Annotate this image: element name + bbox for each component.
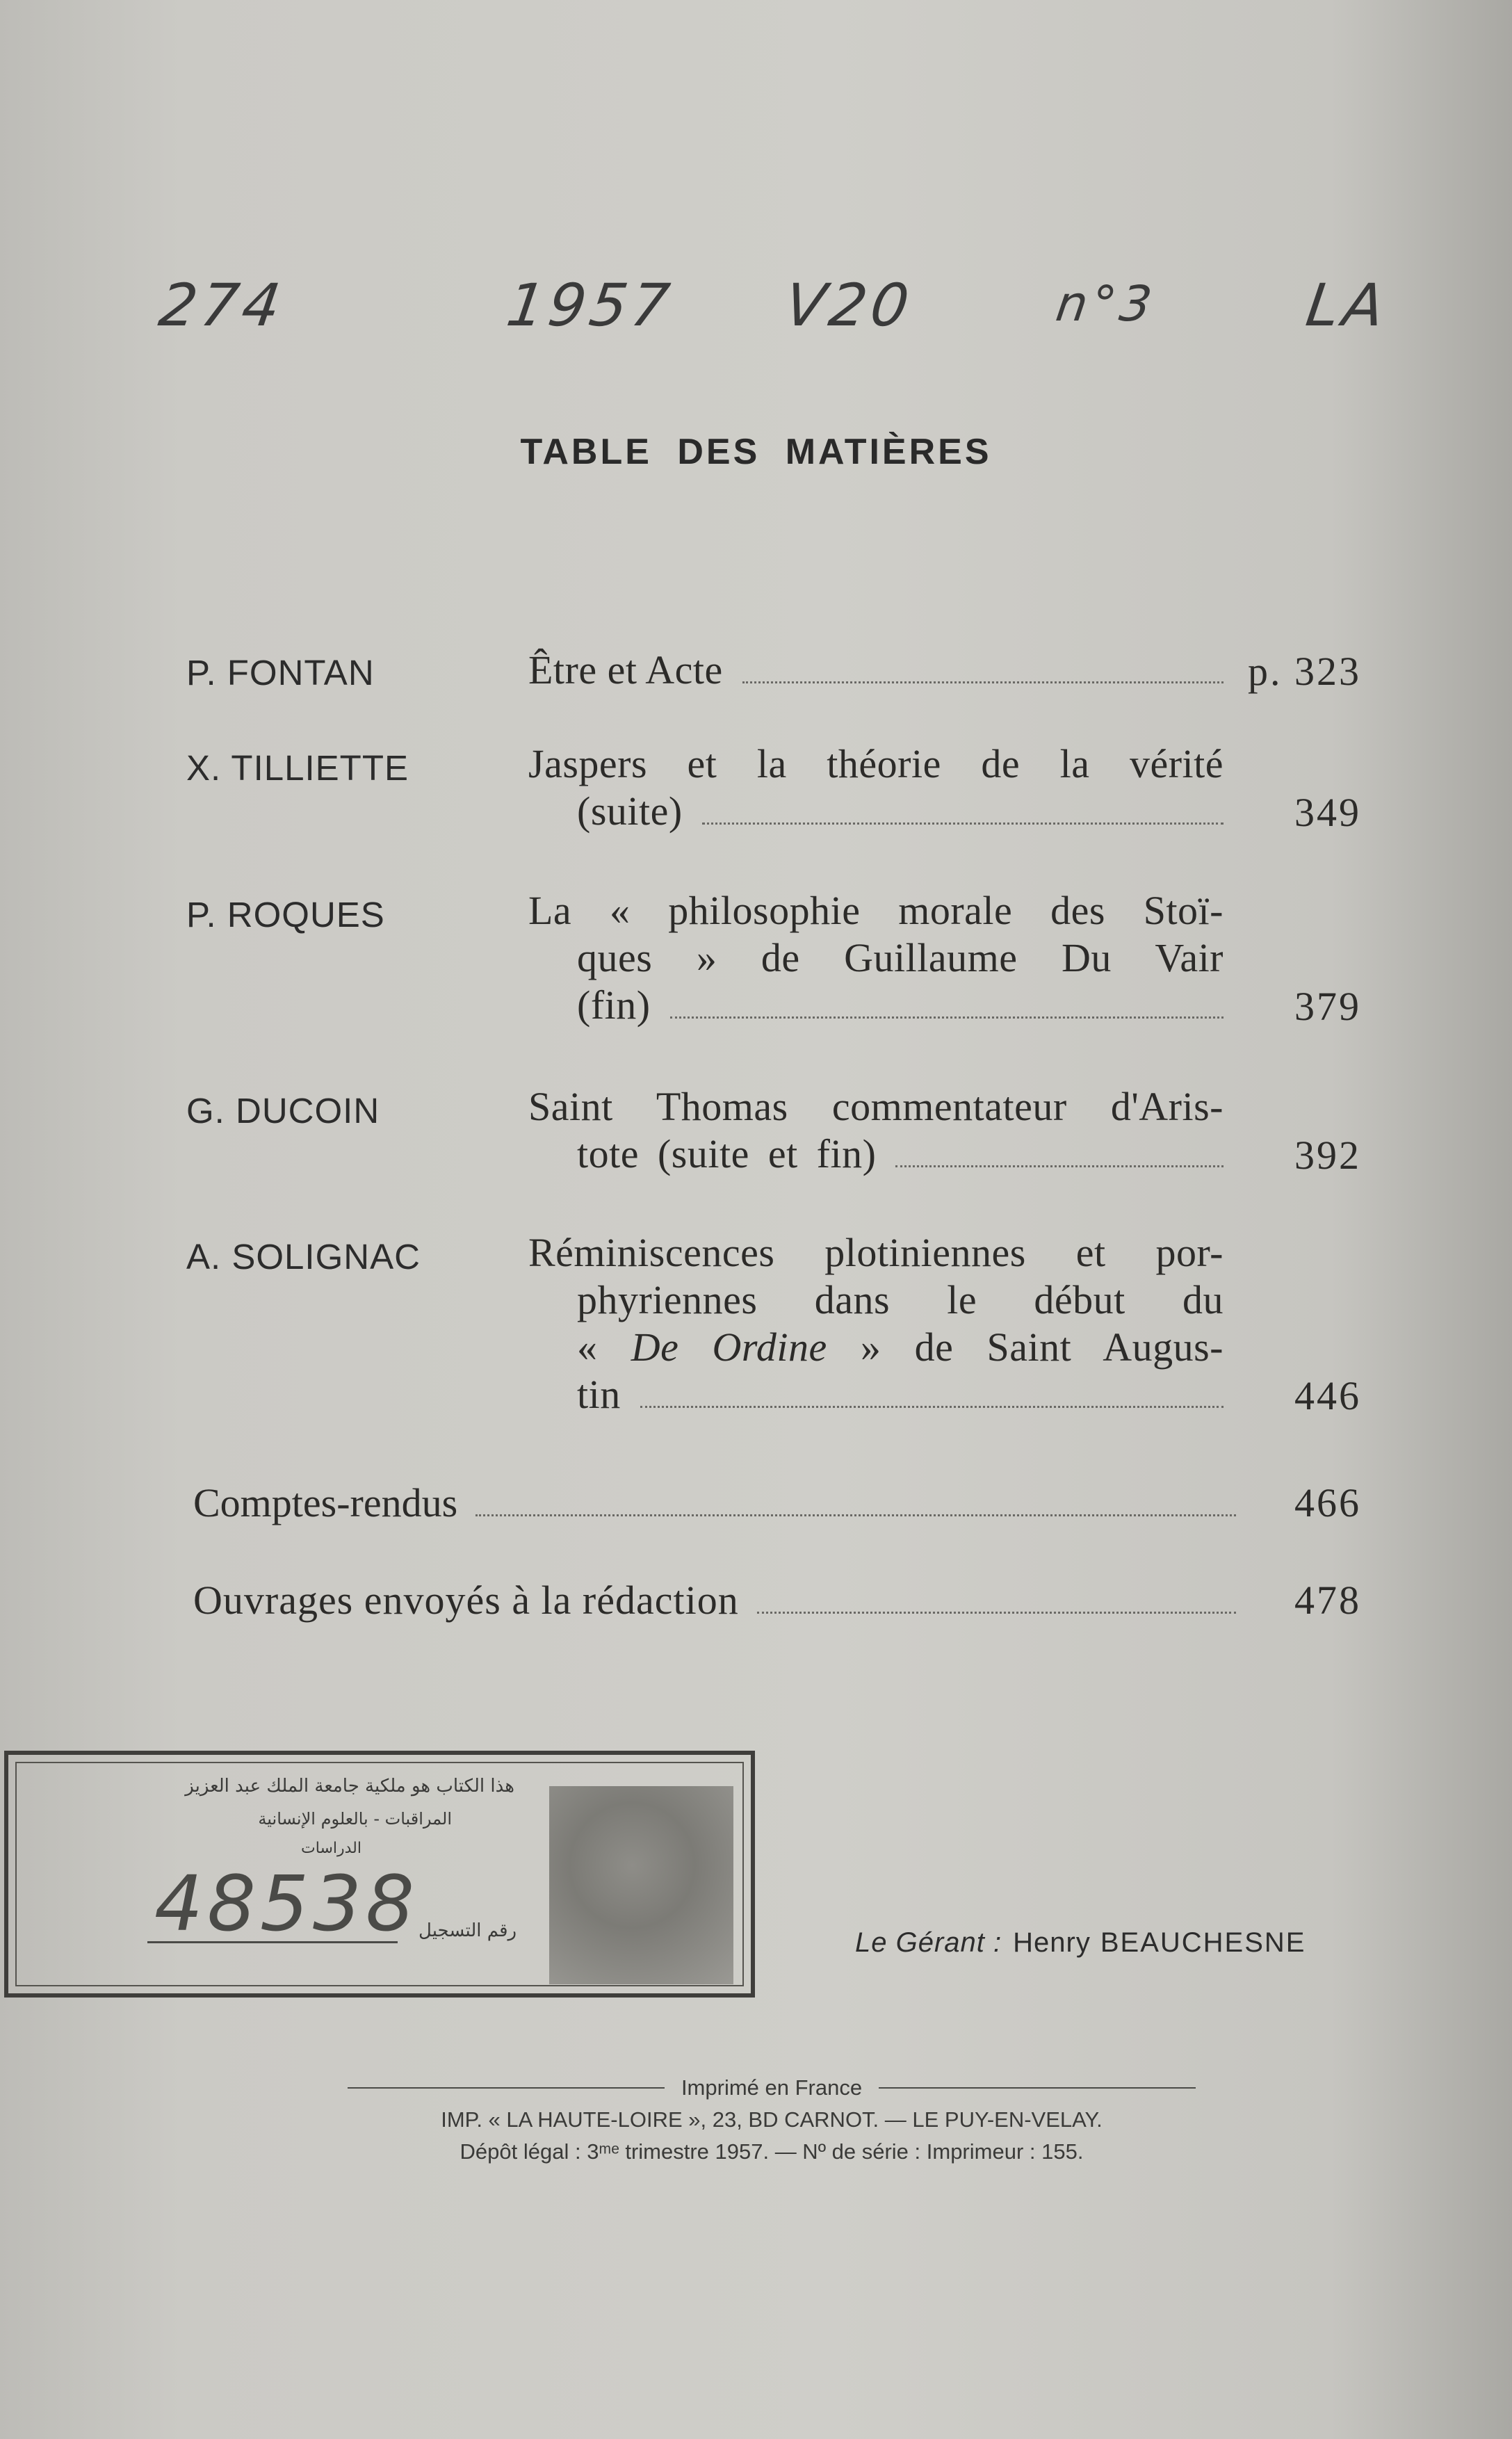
- toc-line: Jaspers et la théorie de la vérité: [528, 741, 1224, 786]
- gerant-first-name: Henry: [1013, 1927, 1091, 1958]
- stamp-text: الدراسات: [301, 1840, 361, 1857]
- imprint-line: Dépôt légal : 3ᵐᵉ trimestre 1957. — Nº de série : Imprimeur : 155.: [460, 2139, 1084, 2164]
- toc-entry: [186, 887, 1361, 1033]
- toc-page-number: 349: [1294, 790, 1361, 835]
- toc-entry: [186, 647, 1361, 702]
- toc-line: (suite): [577, 788, 683, 834]
- toc-article-title: [528, 740, 1224, 835]
- toc-author: A. SOLIGNAC: [186, 1237, 421, 1277]
- page-title: TABLE DES MATIÈRES: [520, 432, 992, 472]
- gerant-label: Le Gérant :: [855, 1927, 1002, 1958]
- dot-leader: [475, 1514, 1236, 1516]
- toc-line: tin: [577, 1372, 621, 1417]
- handwritten-volume: V20: [781, 271, 918, 339]
- toc-other-label: Comptes-rendus: [193, 1480, 458, 1525]
- toc-article-title: [528, 647, 1224, 694]
- library-stamp: [4, 1751, 755, 1998]
- stamp-text: هذا الكتاب هو ملكية جامعة الملك عبد العزيز: [185, 1776, 514, 1797]
- divider: [348, 2087, 665, 2089]
- divider: [879, 2087, 1196, 2089]
- toc-other-label: Ouvrages envoyés à la rédaction: [193, 1578, 739, 1623]
- toc-line: Être et Acte: [528, 647, 723, 692]
- toc-page-number: 392: [1294, 1133, 1361, 1178]
- toc-line: La « philosophie morale des Stoï-: [528, 888, 1224, 933]
- toc-line: ques » de Guillaume Du Vair: [577, 935, 1224, 980]
- dot-leader: [640, 1406, 1224, 1408]
- handwritten-mark: LA: [1302, 271, 1393, 339]
- toc-entry: [186, 1229, 1361, 1424]
- gerant-last-name: BEAUCHESNE: [1100, 1927, 1306, 1958]
- handwritten-vol: 274: [155, 271, 289, 339]
- toc-author: P. ROQUES: [186, 895, 385, 934]
- dot-leader: [670, 1016, 1224, 1019]
- imprint-line: Imprimé en France: [681, 2075, 863, 2100]
- handwritten-issue: n°3: [1052, 275, 1160, 332]
- handwritten-year: 1957: [503, 271, 678, 339]
- toc-entry: [186, 740, 1361, 845]
- imprint-line: IMP. « LA HAUTE-LOIRE », 23, BD CARNOT. — LE PUY-EN-VELAY.: [441, 2107, 1103, 2132]
- toc-line: (fin): [577, 982, 651, 1028]
- toc-page-number: 446: [1294, 1373, 1361, 1418]
- toc-other-entry: [193, 1480, 1361, 1526]
- toc-author: P. FONTAN: [186, 653, 375, 692]
- toc-line: phyriennes dans le début du: [577, 1277, 1224, 1322]
- printer-imprint: [348, 2072, 1196, 2168]
- stamp-seal-image: [549, 1786, 733, 1984]
- toc-line: « De Ordine » de Saint Augus-: [577, 1324, 1224, 1370]
- toc-author: G. DUCOIN: [186, 1091, 380, 1131]
- handwritten-shelfmark: [155, 271, 1397, 362]
- toc-line: Saint Thomas commentateur d'Aris-: [528, 1084, 1224, 1129]
- stamp-registration-number: 48538: [154, 1859, 418, 1948]
- toc-article-title: [528, 1229, 1224, 1418]
- toc-page-number: p. 323: [1248, 649, 1361, 694]
- dot-leader: [702, 823, 1224, 825]
- stamp-text: المراقبات - بالعلوم الإنسانية: [258, 1809, 452, 1829]
- toc-article-title: [528, 887, 1224, 1029]
- toc-entry: [186, 1083, 1361, 1181]
- toc-page-number: 379: [1294, 984, 1361, 1029]
- toc-page-number: 478: [1294, 1578, 1361, 1623]
- toc-article-title: [528, 1083, 1224, 1178]
- stamp-label: رقم التسجيل: [418, 1920, 517, 1941]
- dot-leader: [742, 681, 1224, 683]
- toc-other-entry: [193, 1577, 1361, 1623]
- toc-author: X. TILLIETTE: [186, 748, 409, 788]
- toc-line: tote (suite et fin): [577, 1131, 877, 1176]
- toc-page-number: 466: [1294, 1480, 1361, 1525]
- dot-leader: [757, 1612, 1236, 1614]
- dot-leader: [895, 1165, 1224, 1167]
- toc-line: Réminiscences plotiniennes et por-: [528, 1230, 1224, 1275]
- publisher-manager: [855, 1927, 1306, 1959]
